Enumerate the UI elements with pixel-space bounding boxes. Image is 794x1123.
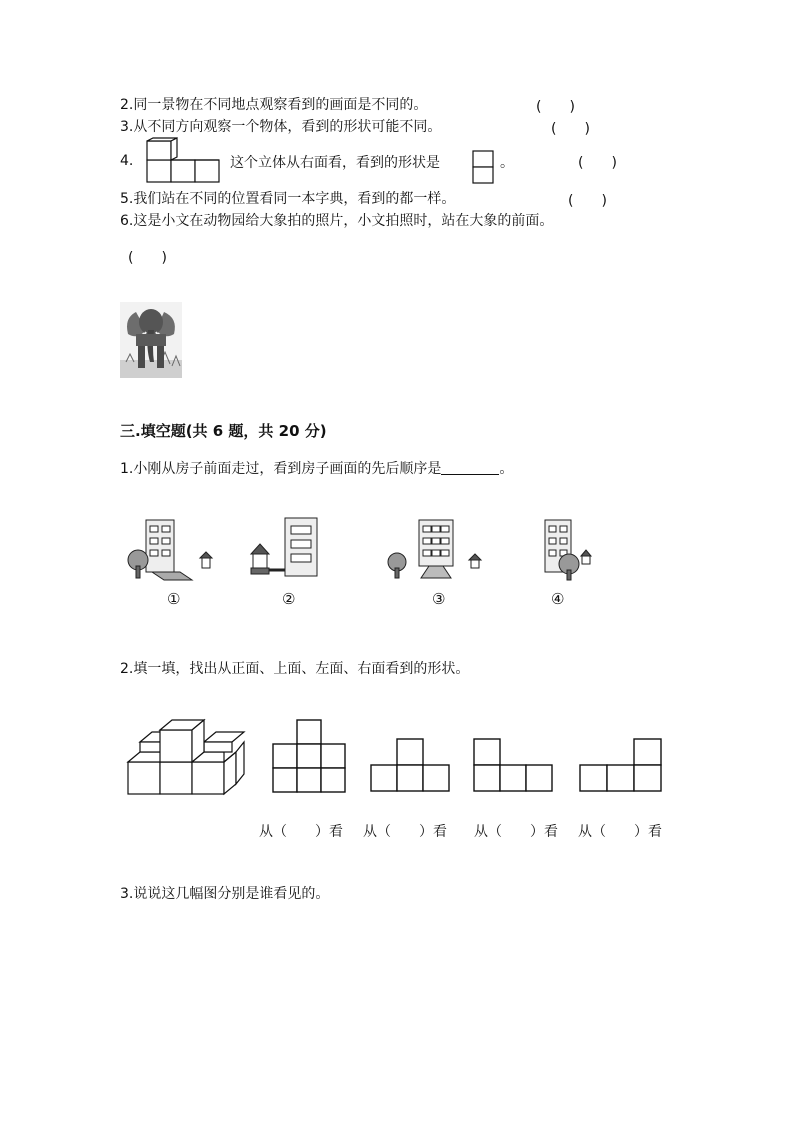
judge-q2-answer-paren[interactable]: ( ) [536,99,575,115]
view-answer-2[interactable]: 从（ ）看 [363,824,447,840]
fill-q2-text: 2.填一填，找出从正面、上面、左面、右面看到的形状。 [120,661,470,677]
judge-q2-text: 2.同一景物在不同地点观察看到的画面是不同的。 [120,97,428,113]
elephant-photo [120,302,182,378]
judge-q4-number: 4. [120,153,134,169]
right-view-shape-icon [472,150,494,184]
judge-q3-text: 3.从不同方向观察一个物体，看到的形状可能不同。 [120,119,442,135]
house-scene-icon [535,514,595,586]
fill-q1-end: 。 [499,461,514,477]
house-scene-icon [122,514,218,586]
judge-q3-answer-paren[interactable]: ( ) [551,121,590,137]
judge-q6-text: 6.这是小文在动物园给大象拍的照片，小文拍照时，站在大象的前面。 [120,213,554,229]
scene-label-1: ① [167,590,181,608]
scene-label-4: ④ [551,590,565,608]
judge-q4-end: 。 [500,155,514,171]
scene-label-3: ③ [432,590,446,608]
view-answer-1[interactable]: 从（ ）看 [259,824,343,840]
fill-q1-prompt: 1.小刚从房子前面走过，看到房子画面的先后顺序是 [120,461,442,477]
view-shape-4 [578,737,664,795]
fill-q3-text: 3.说说这几幅图分别是谁看见的。 [120,886,330,902]
judge-q4-answer-paren[interactable]: ( ) [578,155,617,171]
view-answer-4[interactable]: 从（ ）看 [578,824,662,840]
cube-stack-icon [145,138,221,184]
judge-q4-text: 这个立体从右面看，看到的形状是 [230,155,440,171]
fill-q1-blank[interactable] [441,460,499,475]
view-shape-3 [472,737,556,795]
fill-q1-text [120,460,513,478]
cube-stack-icon [126,718,246,796]
view-shape-1 [271,718,349,796]
view-shape-2 [369,737,451,795]
house-scene-icon [245,514,341,586]
section-3-title: 三.填空题(共 6 题，共 20 分) [120,422,327,440]
scene-label-2: ② [282,590,296,608]
house-scene-icon [385,514,485,586]
judge-q5-text: 5.我们站在不同的位置看同一本字典，看到的都一样。 [120,191,456,207]
judge-q5-answer-paren[interactable]: ( ) [568,193,607,209]
view-answer-3[interactable]: 从（ ）看 [474,824,558,840]
judge-q6-answer-paren[interactable]: ( ) [128,250,167,266]
